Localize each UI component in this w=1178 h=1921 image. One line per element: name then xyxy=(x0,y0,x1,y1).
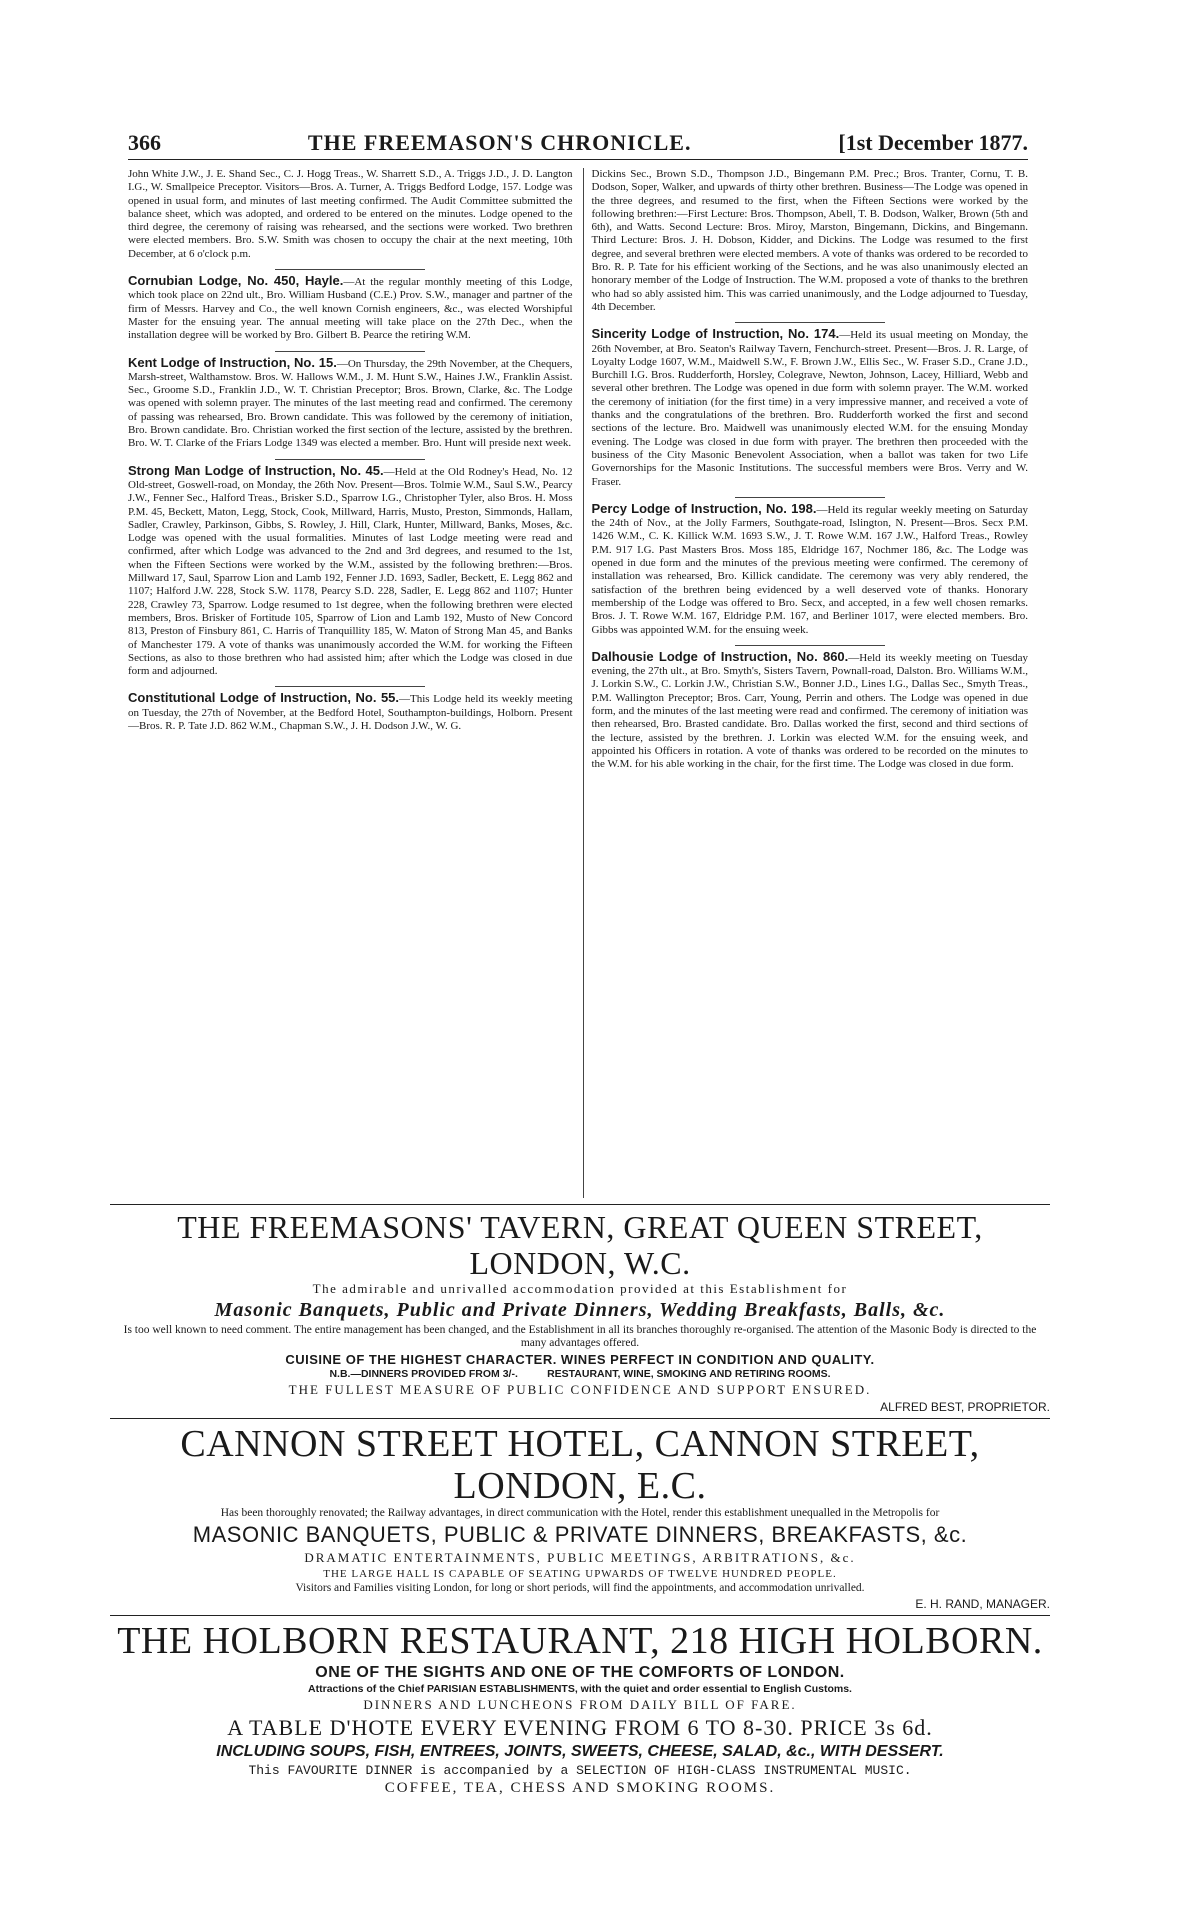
cannon-visitors: Visitors and Families visiting London, for long or short periods, will find the appointments, and accommodation unrivalled. xyxy=(295,1582,865,1594)
entry-separator xyxy=(275,351,425,352)
lodge-report xyxy=(128,274,573,342)
ad-holborn-restaurant xyxy=(110,1620,1050,1797)
cannon-signature: E. H. RAND, MANAGER. xyxy=(915,1597,1050,1611)
lodge-heading: Dalhousie Lodge of Instruction, No. 860. xyxy=(591,648,849,664)
ad-divider xyxy=(110,1204,1050,1205)
lodge-report xyxy=(592,327,1029,489)
tavern-signature: ALFRED BEST, PROPRIETOR. xyxy=(880,1400,1050,1414)
lodge-heading: Constitutional Lodge of Instruction, No. 55. xyxy=(128,690,400,706)
cannon-title: CANNON STREET HOTEL, CANNON STREET, LONDON, E.C. xyxy=(180,1423,980,1507)
entry-separator xyxy=(735,645,885,646)
lodge-heading: Strong Man Lodge of Instruction, No. 45. xyxy=(128,462,384,478)
holborn-dinners: DINNERS AND LUNCHEONS FROM DAILY BILL OF FARE. xyxy=(363,1697,797,1712)
page-header xyxy=(128,130,1028,160)
lodge-report xyxy=(592,168,1029,314)
entry-separator xyxy=(735,322,885,323)
holborn-sights: ONE OF THE SIGHTS AND ONE OF THE COMFORTS OF LONDON. xyxy=(315,1664,845,1681)
cannon-banquets: MASONIC BANQUETS, PUBLIC & PRIVATE DINNERS, BREAKFASTS, &c. xyxy=(192,1522,968,1547)
entry-separator xyxy=(275,269,425,270)
lodge-text: —Held its weekly meeting on Tuesday evening, the 27th ult., at Bro. Smyth's, Sisters Tavern, Pownall-road, Dalston. Bro. Williams W.M., J. Lorkin S.W., C. Lorkin J.W., Christian S.W., Bonner J.D., Lines I.G., Dallas Sec., Smyth Treas., P.M. Wallington Preceptor; Bros. Carr, Young, Perrin and others. The Lodge was opened in due form, and the minutes of the last meeting were read and confirmed. The ceremony of initiation was then rehearsed, Bro. Brasted candidate. Bro. Dallas worked the first, second and third sections of the lecture, assisted by the brethren. J. Lorkin was elected W.M. for the ensuing week, and appointed his Officers in rotation. A vote of thanks was ordered to be recorded on the minutes to the W.M. for his able working in the chair, for the first time. The Lodge was closed in due form. xyxy=(591,651,1028,771)
page-number: 366 xyxy=(128,130,161,155)
lodge-heading: Sincerity Lodge of Instruction, No. 174. xyxy=(591,326,840,342)
ad-divider xyxy=(110,1418,1050,1419)
lodge-heading: Percy Lodge of Instruction, No. 198. xyxy=(591,500,817,516)
tavern-subtitle: The admirable and unrivalled accommodation provided at this Establishment for xyxy=(312,1281,848,1296)
lodge-text: —Held its regular weekly meeting on Saturday the 24th of Nov., at the Jolly Farmers, Southgate-road, Islington, N. Present—Bros. Secx P.M. 1426 W.M., C. K. Killick W.M. 1693 S.W., J. T. Rowe W.M. 167 J.W., Halford Treas., Rowley P.M. 917 I.G. Past Masters Bros. Moss 185, Eldridge 167, Nochmer 186, &c. The Lodge was opened in due form and the minutes of the previous meeting were confirmed. The ceremony of installation was rehearsed, Bro. Killick candidate. The ceremony was very ably rendered, the satisfaction of the brethren being evidenced by a well deserved vote of thanks. Honorary membership of the Lodge was offered to Bro. Secx, and accepted, in a few well chosen remarks. Bros. J. T. Rowe W.M. 167, Eldridge P.M. 167, and Berliner 1017, were elected members. Bro. Gibbs was appointed W.M. for the ensuing week. xyxy=(591,503,1028,636)
tavern-services: Masonic Banquets, Public and Private Dinners, Wedding Breakfasts, Balls, &c. xyxy=(214,1299,946,1321)
ad-freemasons-tavern xyxy=(110,1209,1050,1414)
lodge-text: —At the regular monthly meeting of this Lodge, which took place on 22nd ult., Bro. William Husband (C.E.) Prov. S.W., manager and partner of the firm of Messrs. Harvey and Co., the well known Cornish engineers, &c., was elected Worshipful Master for the ensuing year. The annual meeting will take place on the 27th Dec., when the installation degree will be worked by Bro. Gilbert B. Pearce the retiring W.M. xyxy=(128,276,573,342)
entry-separator xyxy=(275,459,425,460)
tavern-body: Is too well known to need comment. The entire management has been changed, and the Establishment in all its branches thoroughly re-organised. The attention of the Masonic Body is directed to the many advantages offered. xyxy=(123,1324,1037,1349)
cannon-body: Has been thoroughly renovated; the Railway advantages, in direct communication with the Hotel, render this establishment unequalled in the Metropolis for xyxy=(220,1507,940,1519)
lodge-report xyxy=(128,168,573,261)
ad-cannon-street-hotel xyxy=(110,1423,1050,1611)
advertisements xyxy=(110,1200,1050,1799)
cannon-hall: THE LARGE HALL IS CAPABLE OF SEATING UPWARDS OF TWELVE HUNDRED PEOPLE. xyxy=(323,1568,837,1580)
page xyxy=(128,130,1028,1198)
holborn-favourite: This FAVOURITE DINNER is accompanied by a SELECTION OF HIGH-CLASS INSTRUMENTAL MUSIC. xyxy=(248,1763,912,1778)
ad-divider xyxy=(110,1615,1050,1616)
lodge-text: —Held its usual meeting on Monday, the 26th November, at Bro. Seaton's Railway Tavern, Fenchurch-street. Present—Bros. J. R. Large, of Loyalty Lodge 1607, W.M., Maidwell S.W., F. Brown J.W., Ellis Sec., W. Fraser S.D., Crane J.D., Burchill I.G. Bros. Rudderforth, Horsley, Colegrave, Newton, Johnson, Lacey, Hilliard, Webb and several other brethren. The Lodge was opened in due form with solemn prayer. The W.M. worked the ceremony of initiation (for the first time) in a very impressive manner, and received a vote of thanks and the congratulations of the brethren. Bro. Rudderforth worked the first and second sections of the lecture. Bro. Maidwell was unanimously elected W.M. for the ensuing Monday evening. The Lodge was closed in due form with prayer. The brethren then proceeded with the business of the City Masonic Benevolent Association, when a ballot was taken for two Life Governorships for the Masonic Institutions. The successful members were Bros. Verry and W. Fraser. xyxy=(591,329,1028,488)
lodge-report xyxy=(592,650,1029,772)
holborn-coffee: COFFEE, TEA, CHESS AND SMOKING ROOMS. xyxy=(384,1780,776,1796)
tavern-dinners-rooms xyxy=(110,1368,1050,1380)
holborn-title: THE HOLBORN RESTAURANT, 218 HIGH HOLBORN. xyxy=(117,1620,1043,1662)
tavern-rooms: RESTAURANT, WINE, SMOKING AND RETIRING ROOMS. xyxy=(547,1368,831,1380)
entry-separator xyxy=(275,686,425,687)
right-column xyxy=(583,168,1029,1198)
holborn-including: INCLUDING SOUPS, FISH, ENTREES, JOINTS, SWEETS, CHEESE, SALAD, &c., WITH DESSERT. xyxy=(216,1743,944,1760)
lodge-report xyxy=(592,502,1029,637)
lodge-text: John White J.W., J. E. Shand Sec., C. J. Hogg Treas., W. Sharrett S.D., A. Triggs J.D., J. D. Langton I.G., W. Smallpeice Preceptor. Visitors—Bros. A. Turner, A. Triggs Bedford Lodge, 157. Lodge was opened in usual form, and minutes of last meeting confirmed. The Audit Committee submitted the balance sheet, which was adopted, and ordered to be entered on the minutes. Lodge opened to the third degree, the ceremony of raising was rehearsed, and the sections were worked. Two brethren were elected members. Bro. S.W. Smith was chosen to occupy the chair at the next meeting, 10th December, at 6 o'clock p.m. xyxy=(128,168,573,260)
lodge-report xyxy=(128,691,573,733)
lodge-heading: Cornubian Lodge, No. 450, Hayle. xyxy=(128,273,344,289)
left-column xyxy=(128,168,573,1198)
article-columns xyxy=(128,168,1028,1198)
newspaper-title: THE FREEMASON'S CHRONICLE. xyxy=(307,130,692,155)
lodge-text: Dickins Sec., Brown S.D., Thompson J.D., Bingemann P.M. Prec.; Bros. Tranter, Cornu, T. B. Dodson, Soper, Walker, and upwards of thirty other brethren. Business—The Lodge was opened in the three degrees, and resumed to the first, when the Fifteen Sections were worked by the following brethren:—First Lecture: Bros. Thompson, Abell, T. B. Dodson, Walker, Brown (5th and 6th), and Watts. Second Lecture: Bros. Miroy, Marston, Bingemann, Dickins, and Bingemann. Third Lecture: Bros. J. H. Dobson, Kidder, and Dickins. The Lodge was resumed to the first degree, and several brethren were elected members. A vote of thanks was ordered to be recorded to Bro. R. P. Tate for his efficient working of the Sections, and he was also unanimously elected an honorary member of the Lodge of Instruction. The W.M. proposed a vote of thanks to the brethren who had so ably assisted him. This was carried unanimously, and the Lodge adjourned to Tuesday, 4th December. xyxy=(591,168,1028,313)
lodge-report xyxy=(128,356,573,451)
tavern-dinners: N.B.—DINNERS PROVIDED FROM 3/-. xyxy=(329,1368,518,1380)
lodge-text: —Held at the Old Rodney's Head, No. 12 Old-street, Goswell-road, on Monday, the 26th Nov. Present—Bros. Tolmie W.M., Saul S.W., Pearcy J.W., Fenner Sec., Halford Treas., Brisker S.D., Sparrow I.G., Christopher Tyler, also Bros. H. Moss P.M. 45, Beckett, Maton, Legg, Stock, Cook, Millward, Harris, Musto, Preston, Simmonds, Hallam, Sadler, Crawley, Parkinson, Gibbs, S. Rowley, J. Hill, Clark, Hunter, Millward, Banks, Moses, &c. Lodge was opened with the usual formalities. Minutes of last Lodge meeting were read and confirmed, after which Lodge was advanced to the 2nd and 3rd degrees, and resumed to the 1st, when the Fifteen Sections were worked by the W.M., assisted by the following brethren:—Bros. Millward 17, Saul, Sparrow Lion and Lamb 192, Fenner J.D. 1693, Sadler, Beckett, E. Legg 862 and 1107; Halford J.W. 228, Stock S.W. 1178, Pearcy S.D. 228, Sadler, E. Legg 862 and 1107; Hunter 228, Crawley 73, Sparrow. Lodge resumed to 1st degree, when the following brethren were elected members, Bros. Brisker of Fortitude 105, Sparrow of Lion and Lamb 192, Musto of New Concord 813, Preston of Finsbury 861, C. Harris of Tranquillity 185, W. Maton of Strong Man 45, and Banks of Manchester 179. A vote of thanks was unanimously accorded the W.M. for working the Fifteen Sections, as also to those brethren who had assisted him; after which the Lodge was closed in due form and adjourned. xyxy=(128,465,573,678)
lodge-text: —This Lodge held its weekly meeting on Tuesday, the 27th of November, at the Bedford Hotel, Southampton-buildings, Holborn. Present—Bros. R. P. Tate J.D. 862 W.M., Chapman S.W., J. H. Dodson J.W., W. G. xyxy=(128,693,573,732)
holborn-attractions: Attractions of the Chief PARISIAN ESTABLISHMENTS, with the quiet and order essential to English Customs. xyxy=(308,1683,852,1695)
entry-separator xyxy=(735,497,885,498)
lodge-report xyxy=(128,464,573,679)
tavern-title: THE FREEMASONS' TAVERN, GREAT QUEEN STREET, LONDON, W.C. xyxy=(177,1209,983,1281)
cannon-entertainments: DRAMATIC ENTERTAINMENTS, PUBLIC MEETINGS, ARBITRATIONS, &c. xyxy=(304,1550,856,1565)
tavern-cuisine: CUISINE OF THE HIGHEST CHARACTER. WINES PERFECT IN CONDITION AND QUALITY. xyxy=(285,1352,875,1367)
lodge-text: —On Thursday, the 29th November, at the Chequers, Marsh-street, Walthamstow. Bros. W. Hallows W.M., J. M. Hunt S.W., Haines J.W., Franklin Assist. Sec., Groome S.D., Franklin J.D., W. T. Christian Preceptor; Bros. Brown, Clarke, &c. The Lodge was opened with solemn prayer. The minutes of the last meeting read and confirmed. The ceremony of passing was rehearsed, Bro. Brown candidate. This was followed by the ceremony of initiation, Bro. Brown candidate. Bro. Christian worked the first section of the lecture, assisted by the brethren. Bro. W. T. Clarke of the Friars Lodge 1349 was elected a member. Bro. Hunt will preside next week. xyxy=(128,357,573,450)
lodge-heading: Kent Lodge of Instruction, No. 15. xyxy=(128,354,337,370)
tavern-confidence: THE FULLEST MEASURE OF PUBLIC CONFIDENCE AND SUPPORT ENSURED. xyxy=(288,1382,872,1397)
issue-date: [1st December 1877. xyxy=(838,130,1028,155)
holborn-table-dhote: A TABLE D'HOTE EVERY EVENING FROM 6 TO 8-30. PRICE 3s 6d. xyxy=(227,1715,933,1740)
